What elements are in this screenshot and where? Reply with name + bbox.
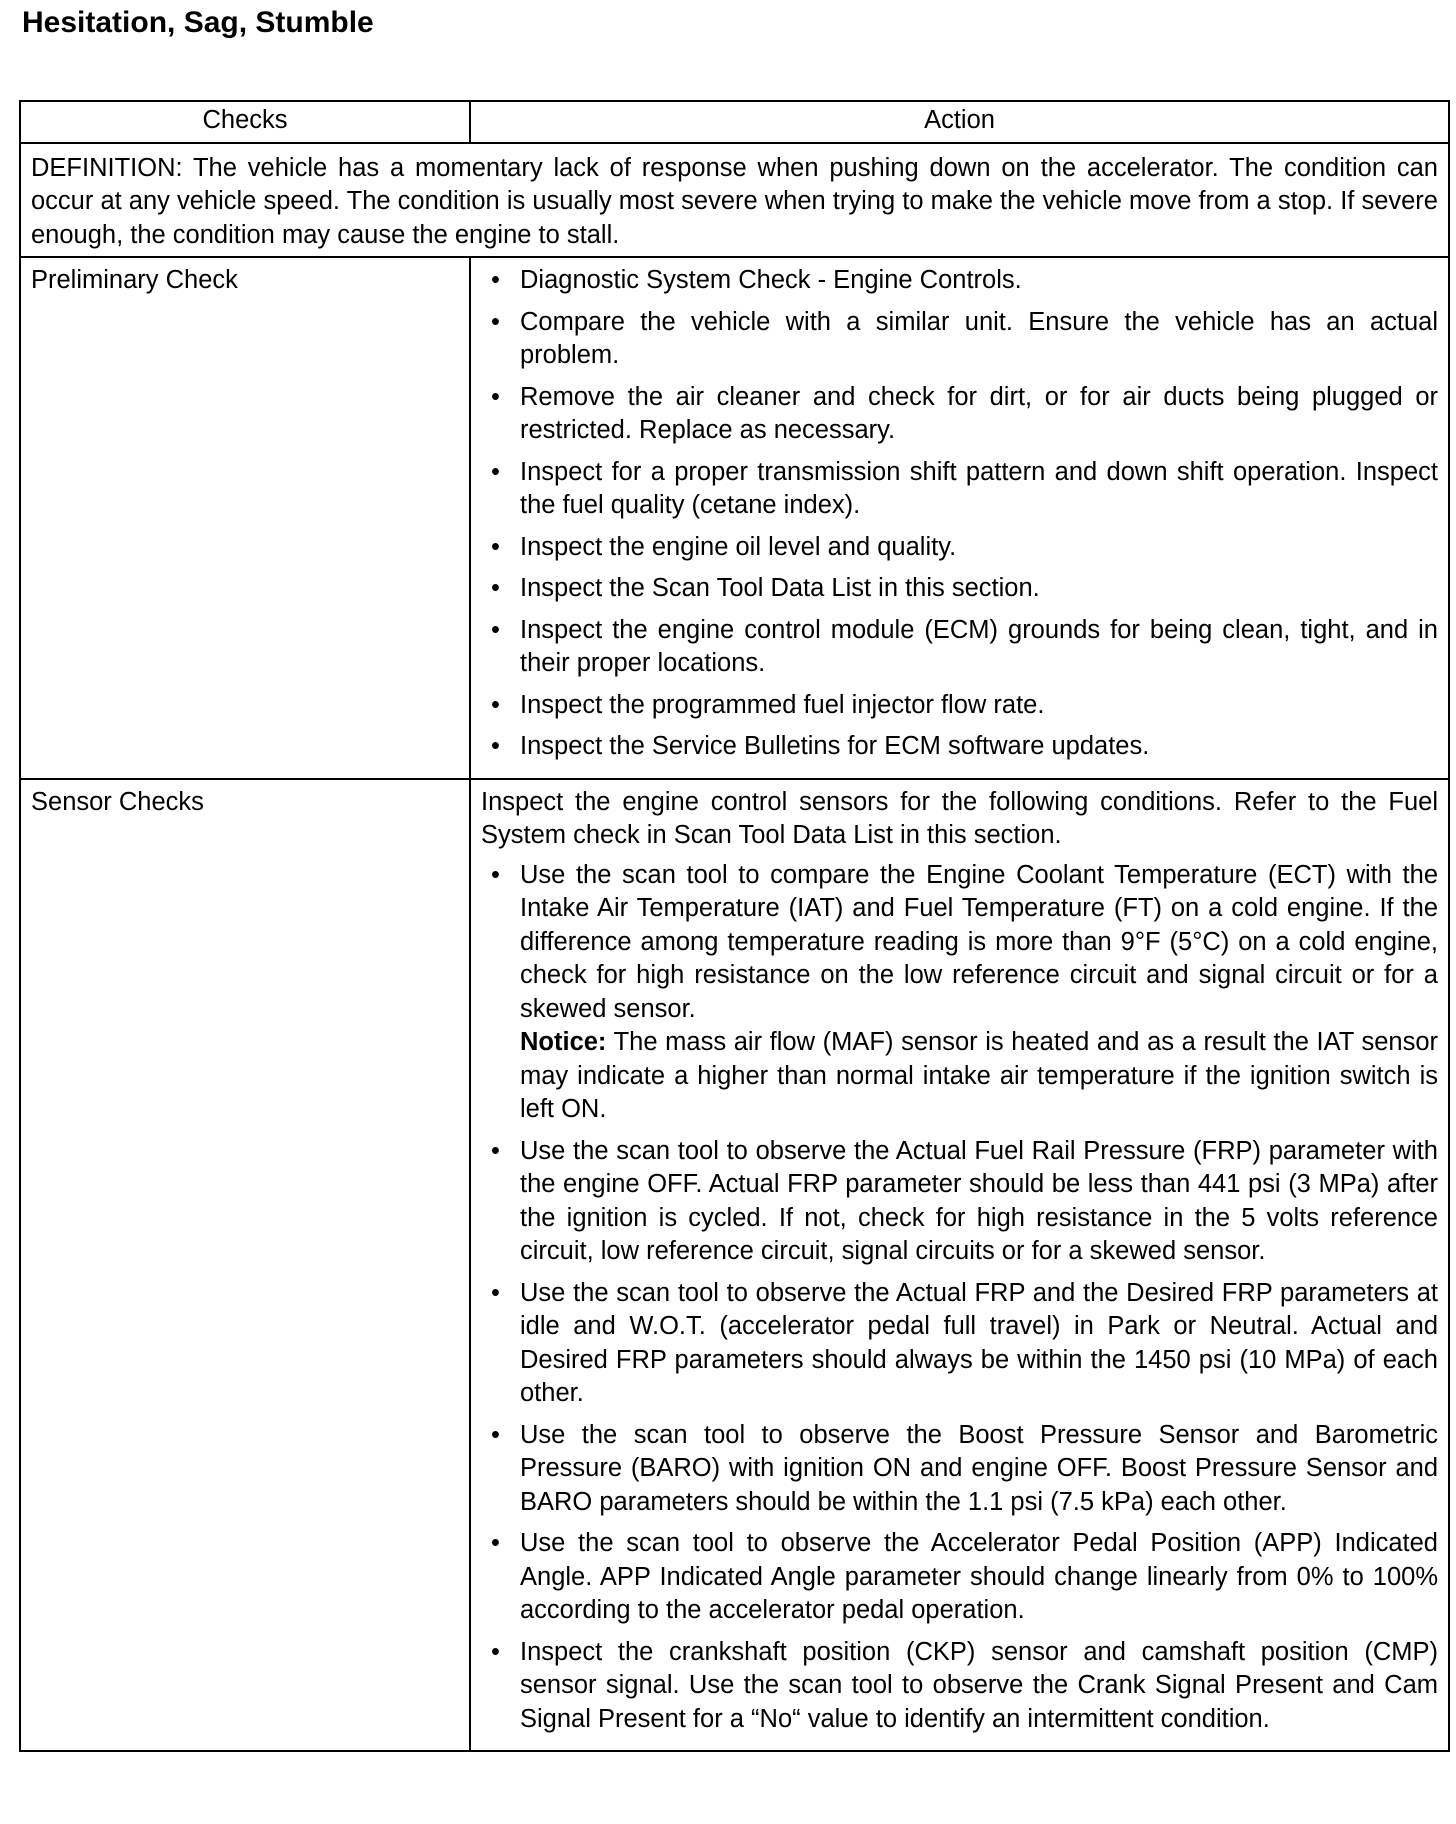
list-item-text: Compare the vehicle with a similar unit. Ensure the vehicle has an actual problem. xyxy=(520,307,1438,369)
list-item xyxy=(481,1419,1438,1520)
definition-text: DEFINITION: The vehicle has a momentary lack of response when pushing down on the accelerator. The condition can occur at any vehicle speed. The condition is usually most severe when trying to make the vehicle move from a stop. If severe enough, the condition may cause the engine to stall. xyxy=(20,143,1449,258)
list-item-text: Inspect the engine control module (ECM) grounds for being clean, tight, and in their proper locations. xyxy=(520,615,1438,677)
list-item xyxy=(481,264,1438,298)
list-item-text: Inspect for a proper transmission shift pattern and down shift operation. Inspect the fuel quality (cetane index). xyxy=(520,457,1438,519)
list-item-text: Inspect the Scan Tool Data List in this section. xyxy=(520,574,1040,602)
list-item xyxy=(481,1527,1438,1628)
list-item-text: Inspect the engine oil level and quality. xyxy=(520,532,957,561)
bullet-icon: • xyxy=(491,457,500,486)
bullet-icon: • xyxy=(491,615,500,644)
bullet-icon: • xyxy=(491,532,500,561)
action-cell xyxy=(470,779,1449,1752)
list-item-text: Remove the air cleaner and check for dirt, or for air ducts being plugged or restricted. Replace as necessary. xyxy=(520,382,1438,444)
diagnostic-table xyxy=(19,100,1450,1752)
action-list xyxy=(481,859,1438,1737)
table-row-sensor-checks xyxy=(20,779,1449,1752)
action-cell xyxy=(470,257,1449,779)
checks-column-header: Checks xyxy=(20,101,470,143)
bullet-icon: • xyxy=(491,1529,500,1557)
bullet-icon: • xyxy=(491,1278,500,1307)
notice-label: Notice: xyxy=(520,1028,607,1056)
bullet-icon: • xyxy=(491,690,500,719)
list-item-text: Use the scan tool to observe the Boost Pressure Sensor and Barometric Pressure (BARO) with ignition ON and engine OFF. Boost Pressure Sensor and BARO parameters should be within the 1.1 psi (7.5 kPa) each other. xyxy=(520,1420,1438,1516)
check-name: Sensor Checks xyxy=(20,779,470,1752)
check-name: Preliminary Check xyxy=(20,257,470,779)
bullet-icon: • xyxy=(491,1420,500,1449)
list-item xyxy=(481,306,1438,373)
page-title: Hesitation, Sag, Stumble xyxy=(22,6,374,39)
list-item-text: Inspect the programmed fuel injector flow rate. xyxy=(520,690,1045,719)
list-item xyxy=(481,572,1438,606)
list-item-text: Diagnostic System Check - Engine Controls. xyxy=(520,266,1022,294)
list-item xyxy=(481,1636,1438,1737)
action-column-header: Action xyxy=(470,101,1449,143)
table-row-preliminary-check xyxy=(20,257,1449,779)
list-item-text: Use the scan tool to compare the Engine Coolant Temperature (ECT) with the Intake Air Temperature (IAT) and Fuel Temperature (FT) on a cold engine. If the difference among temperature reading is more than 9°F (5°C) on a cold engine, check for high resistance on the low reference circuit and signal circuit or for a skewed sensor. xyxy=(520,860,1438,1023)
list-item xyxy=(481,531,1438,565)
bullet-icon: • xyxy=(491,382,500,411)
bullet-icon: • xyxy=(491,860,500,889)
list-item xyxy=(481,1135,1438,1269)
bullet-icon: • xyxy=(491,574,500,602)
bullet-icon: • xyxy=(491,1637,500,1666)
definition-row xyxy=(20,143,1449,258)
bullet-icon: • xyxy=(491,266,500,294)
list-item xyxy=(481,614,1438,681)
notice-text: The mass air flow (MAF) sensor is heated and as a result the IAT sensor may indicate a higher than normal intake air temperature if the ignition switch is left ON. xyxy=(520,1028,1438,1123)
action-intro: Inspect the engine control sensors for the following conditions. Refer to the Fuel System check in Scan Tool Data List in this section. xyxy=(481,787,1438,849)
list-item-text: Inspect the crankshaft position (CKP) sensor and camshaft position (CMP) sensor signal. Use the scan tool to observe the Crank Signal Present and Cam Signal Present for a “No“ value to identify an intermittent condition. xyxy=(520,1637,1438,1733)
list-item xyxy=(481,381,1438,448)
list-item xyxy=(481,730,1438,764)
list-item-text: Use the scan tool to observe the Accelerator Pedal Position (APP) Indicated Angle. APP Indicated Angle parameter should change linearly from 0% to 100% according to the accelerator pedal operation. xyxy=(520,1529,1438,1624)
list-item-text: Inspect the Service Bulletins for ECM software updates. xyxy=(520,732,1150,760)
list-item xyxy=(481,1277,1438,1411)
list-item xyxy=(481,859,1438,1127)
bullet-icon: • xyxy=(491,732,500,760)
list-item-text: Use the scan tool to observe the Actual Fuel Rail Pressure (FRP) parameter with the engine OFF. Actual FRP parameter should be less than 441 psi (3 MPa) after the ignition is cycled. If not, check for high resistance in the 5 volts reference circuit, low reference circuit, signal circuits or for a skewed sensor. xyxy=(520,1136,1438,1265)
list-item xyxy=(481,456,1438,523)
action-list xyxy=(481,264,1438,764)
table-header-row xyxy=(20,101,1449,143)
bullet-icon: • xyxy=(491,1136,500,1165)
list-item-text: Use the scan tool to observe the Actual FRP and the Desired FRP parameters at idle and W.O.T. (accelerator pedal full travel) in Park or Neutral. Actual and Desired FRP parameters should always be within the 1450 psi (10 MPa) of each other. xyxy=(520,1278,1438,1407)
bullet-icon: • xyxy=(491,307,500,336)
list-item xyxy=(481,689,1438,723)
